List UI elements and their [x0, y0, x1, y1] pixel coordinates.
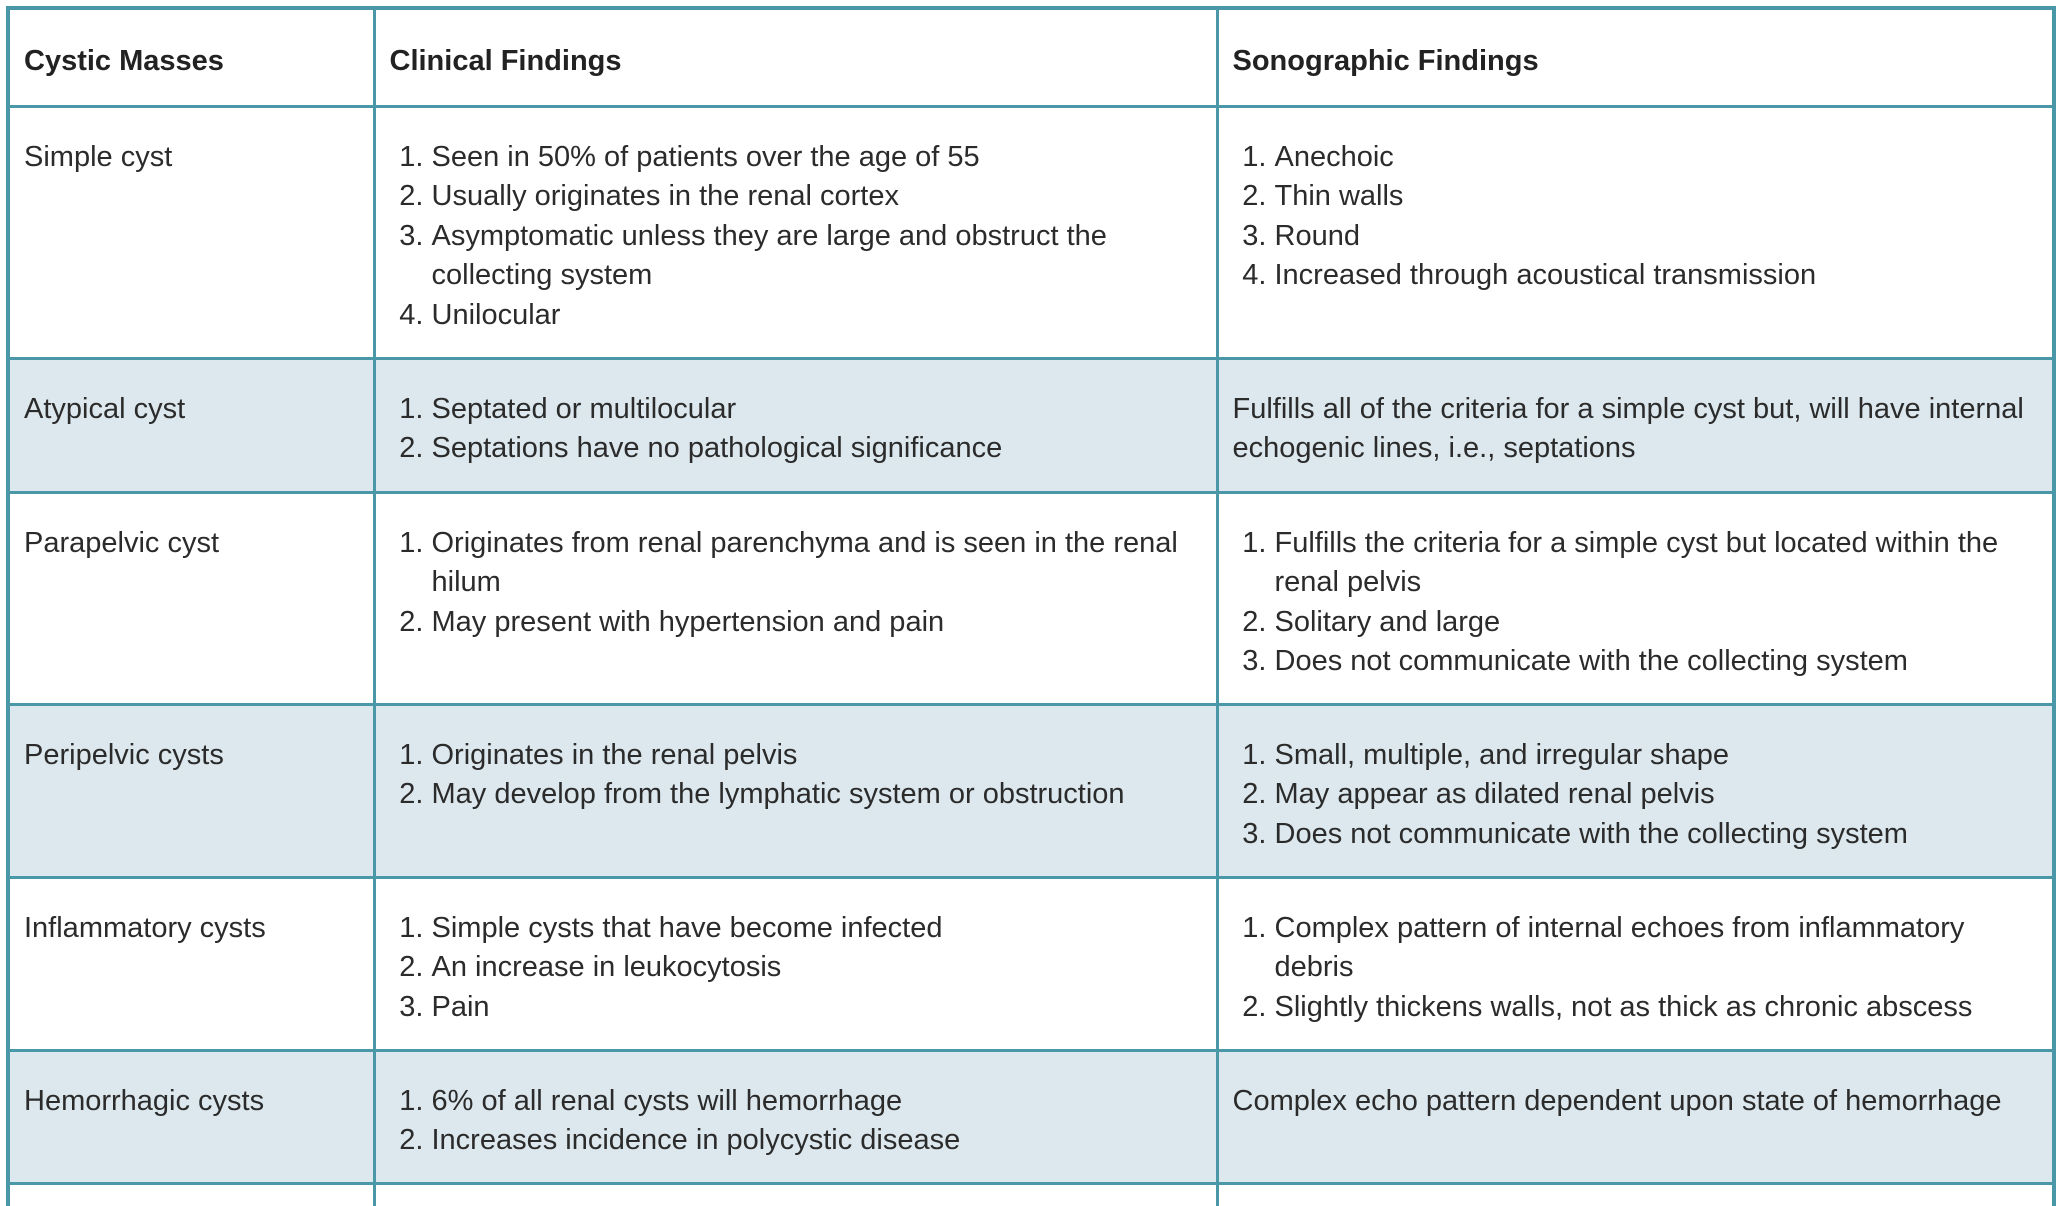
- sonographic-findings-text: Fulfills all of the criteria for a simple cyst but, will have internal echogenic lines, i.e., septations: [1232, 392, 2024, 464]
- cell-sonographic-findings: [1217, 492, 2052, 704]
- list-item: 3. Round: [1275, 217, 2039, 257]
- list-item: 1. Complex pattern of internal echoes from inflammatory debris: [1275, 909, 2039, 988]
- cell-sonographic-findings: [1217, 106, 2052, 358]
- sonographic-findings-text: Complex echo pattern dependent upon state of hemorrhage: [1232, 1084, 2002, 1117]
- table-row-peripelvic-cysts: [10, 704, 2052, 877]
- cell-sonographic-findings: [1217, 877, 2052, 1050]
- list-item: 2. May appear as dilated renal pelvis: [1275, 775, 2039, 815]
- cell-mass-name: Atypical cyst: [10, 358, 374, 492]
- list-item: 3. Does not communicate with the collecting system: [1275, 815, 2039, 855]
- table-header-row: [10, 10, 2052, 106]
- list-item: 2. An increase in leukocytosis: [432, 948, 1202, 988]
- cell-sonographic-findings: [1217, 704, 2052, 877]
- list-item: 3. Does not communicate with the collecting system: [1275, 642, 2039, 682]
- list-item: 2. May develop from the lymphatic system or obstruction: [432, 775, 1202, 815]
- list-item: 1. Fulfills the criteria for a simple cyst but located within the renal pelvis: [1275, 524, 2039, 603]
- list-item: 1. Originates from renal parenchyma and is seen in the renal hilum: [432, 524, 1202, 603]
- cell-mass-name: Peripelvic cysts: [10, 704, 374, 877]
- list-item: 3. Pain: [432, 988, 1202, 1028]
- cystic-masses-table-container: [6, 6, 2056, 1206]
- list-item: 2. Solitary and large: [1275, 603, 2039, 643]
- clinical-findings-list: [390, 390, 1202, 469]
- cell-sonographic-findings: [1217, 358, 2052, 492]
- header-clinical-findings: Clinical Findings: [374, 10, 1217, 106]
- cell-mass-name: Inflammatory cysts: [10, 877, 374, 1050]
- sonographic-findings-list: [1233, 736, 2039, 855]
- table-row-hemorrhagic-cysts: [10, 1050, 2052, 1183]
- list-item: 2. Septations have no pathological significance: [432, 429, 1202, 469]
- list-item: 2. Usually originates in the renal cortex: [432, 177, 1202, 217]
- list-item: 2. May present with hypertension and pain: [432, 603, 1202, 643]
- header-cystic-masses: Cystic Masses: [10, 10, 374, 106]
- clinical-findings-list: [390, 736, 1202, 815]
- cell-mass-name: Parapelvic cyst: [10, 492, 374, 704]
- list-item: 1. Seen in 50% of patients over the age of 55: [432, 138, 1202, 178]
- cell-mass-name: Hemorrhagic cysts: [10, 1050, 374, 1183]
- list-item: 1. Simple cysts that have become infected: [432, 909, 1202, 949]
- sonographic-findings-list: [1233, 909, 2039, 1028]
- list-item: 1. Anechoic: [1275, 138, 2039, 178]
- table-row-atypical-cyst: [10, 358, 2052, 492]
- table-row-parapelvic-cyst: [10, 492, 2052, 704]
- list-item: 4. Unilocular: [432, 296, 1202, 336]
- sonographic-findings-list: [1233, 524, 2039, 682]
- cell-clinical-findings: [374, 358, 1217, 492]
- list-item: 1. Small, multiple, and irregular shape: [1275, 736, 2039, 776]
- cell-clinical-findings: [374, 877, 1217, 1050]
- clinical-findings-list: [390, 138, 1202, 336]
- cell-clinical-findings: [374, 492, 1217, 704]
- table-row-inflammatory-cysts: [10, 877, 2052, 1050]
- cell-sonographic-findings: [1217, 1050, 2052, 1183]
- clinical-findings-list: [390, 909, 1202, 1028]
- header-sonographic-findings: Sonographic Findings: [1217, 10, 2052, 106]
- list-item: 1. Originates in the renal pelvis: [432, 736, 1202, 776]
- list-item: 1. 6% of all renal cysts will hemorrhage: [432, 1082, 1202, 1122]
- clinical-findings-list: [390, 524, 1202, 643]
- cystic-masses-table: [10, 10, 2052, 1206]
- list-item: 2. Slightly thickens walls, not as thick as chronic abscess: [1275, 988, 2039, 1028]
- cell-mass-name: Simple cyst: [10, 106, 374, 358]
- list-item: 4. Increased through acoustical transmission: [1275, 256, 2039, 296]
- list-item: 2. Increases incidence in polycystic disease: [432, 1121, 1202, 1161]
- cell-clinical-findings: [374, 106, 1217, 358]
- list-item: 1. Septated or multilocular: [432, 390, 1202, 430]
- clinical-findings-list: [390, 1082, 1202, 1161]
- list-item: 3. Asymptomatic unless they are large and obstruct the collecting system: [432, 217, 1202, 296]
- cell-clinical-findings: [374, 704, 1217, 877]
- list-item: 2. Thin walls: [1275, 177, 2039, 217]
- sonographic-findings-list: [1233, 138, 2039, 296]
- table-row-simple-cyst: [10, 106, 2052, 358]
- cell-clinical-findings: [374, 1050, 1217, 1183]
